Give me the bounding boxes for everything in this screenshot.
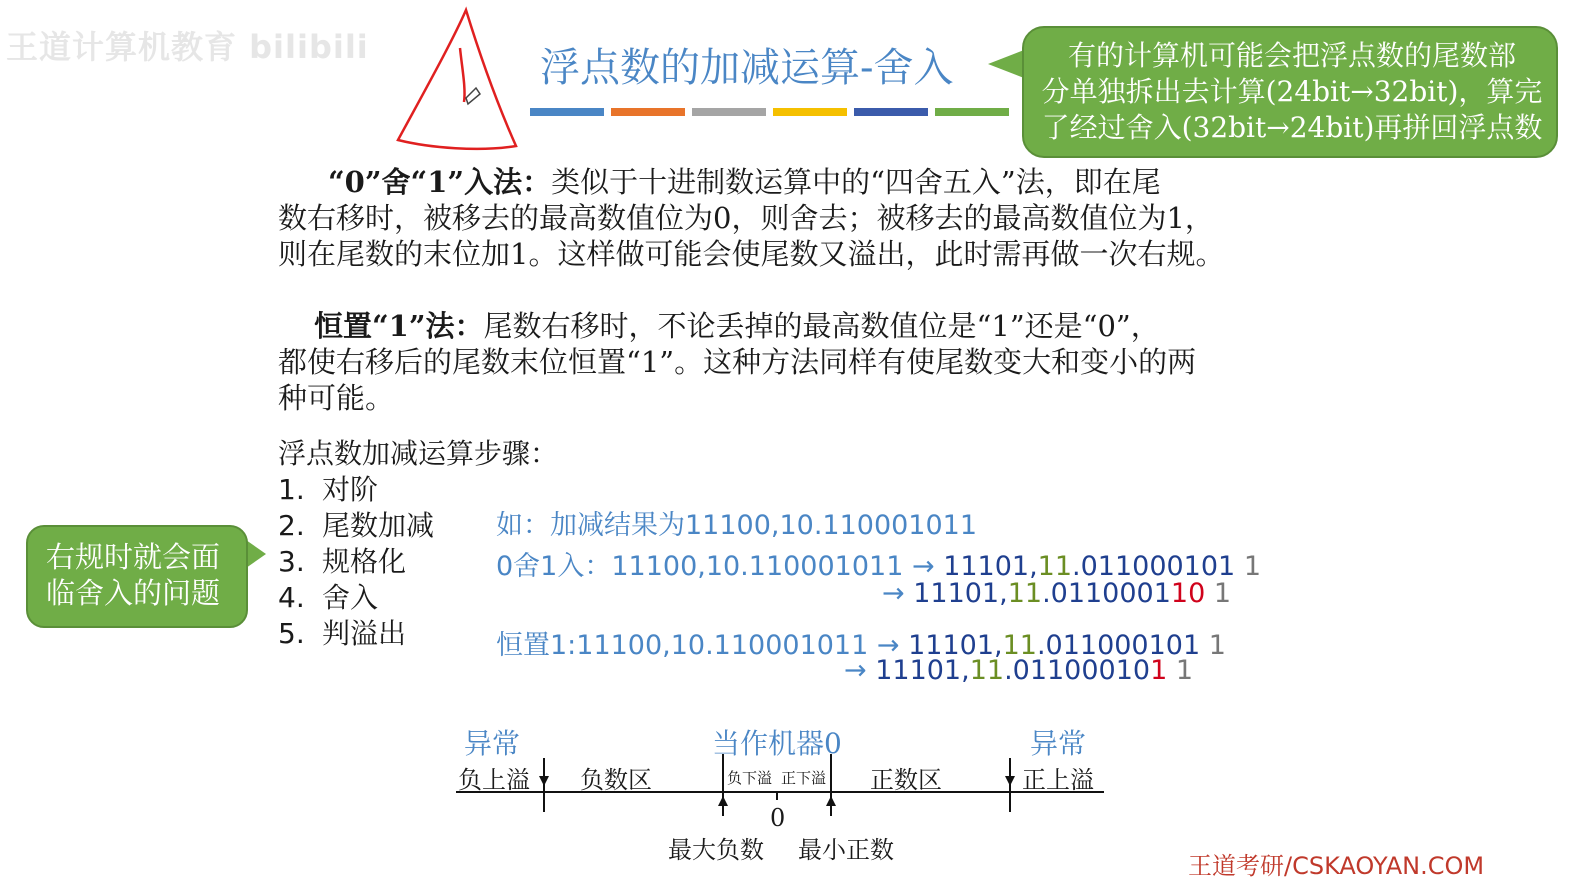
step-item	[278, 612, 406, 652]
down-arrow-icon	[1005, 776, 1015, 786]
callout-left-tail	[246, 540, 266, 568]
right-arrow-icon: →	[882, 578, 905, 609]
callout-left	[26, 525, 248, 628]
pos-overflow-label: 正上溢	[1022, 766, 1094, 794]
mantissa-value: .011000101	[1036, 630, 1201, 661]
dropped-bit: 1	[1213, 578, 1232, 609]
title-color-bar	[611, 108, 685, 116]
para1-line2: 数右移时，被移去的最高数值位为0，则舍去；被移去的最高数值位为1，	[278, 201, 1214, 235]
sign-bits: 11	[1037, 551, 1073, 582]
step-label: 舍入	[322, 581, 379, 614]
step-number: 4.	[278, 581, 305, 614]
round-0-1-row-2	[882, 578, 1231, 609]
abnormal-right-label: 异常	[1030, 727, 1087, 760]
callout-top-line2: 分单独拆出去计算(24bit→32bit)，算完	[1041, 75, 1543, 108]
para2-line3: 种可能。	[278, 381, 395, 415]
neg-overflow-label: 负上溢	[458, 766, 530, 794]
rounding-0-1-heading: “0”舍“1”入法：	[328, 165, 552, 199]
always-set-1-heading: 恒置“1”法：	[314, 309, 484, 343]
right-arrow-icon: →	[844, 655, 867, 686]
step-label: 判溢出	[322, 617, 407, 650]
neg-region-label: 负数区	[580, 766, 652, 794]
title-color-bar	[530, 108, 604, 116]
callout-top	[1022, 26, 1558, 158]
para2-line1: 尾数右移时，不论丢掉的最高数值位是“1”还是“0”，	[483, 309, 1160, 343]
para2-line2: 都使右移后的尾数末位恒置“1”。这种方法同样有使尾数变大和变小的两	[278, 345, 1197, 379]
step-item	[278, 504, 434, 544]
sign-bits: 11	[969, 655, 1005, 686]
step-item	[278, 540, 406, 580]
step-label: 尾数加减	[322, 509, 435, 542]
footer-brand: 王道考研/CSKAOYAN.COM	[1188, 852, 1485, 880]
mantissa-value: .01100010	[1004, 655, 1151, 686]
machine-zero-label: 当作机器0	[712, 727, 842, 760]
right-arrow-icon: →	[876, 630, 900, 661]
rounded-bits: 10	[1170, 578, 1206, 609]
title-color-bar	[692, 108, 766, 116]
exponent-value: 11101,	[943, 551, 1038, 582]
mantissa-value: .0110001	[1042, 578, 1171, 609]
callout-left-line1: 右规时就会面	[46, 540, 221, 574]
title-color-bar	[854, 108, 928, 116]
sign-bits: 11	[1002, 630, 1037, 661]
always-1-row-2	[844, 655, 1193, 686]
down-arrow-icon	[539, 776, 549, 786]
neg-underflow-label: 负下溢	[727, 769, 773, 787]
up-arrow-icon	[718, 796, 728, 806]
step-number: 2.	[278, 509, 305, 542]
pos-region-label: 正数区	[870, 766, 942, 794]
callout-top-tail	[988, 50, 1024, 78]
step-label: 对阶	[322, 473, 379, 506]
callout-top-line3: 了经过舍入(32bit→24bit)再拼回浮点数	[1041, 111, 1543, 144]
abnormal-left-label: 异常	[464, 727, 521, 760]
page-title: 浮点数的加减运算-舍入	[540, 45, 954, 91]
dropped-bit: 1	[1175, 655, 1194, 686]
round-0-1-label: 0舍1入：11100,10.110001011	[496, 551, 904, 582]
step-number: 3.	[278, 545, 305, 578]
up-arrow-icon	[826, 796, 836, 806]
rounding-0-1-paragraph	[278, 164, 1278, 272]
title-color-bar	[773, 108, 847, 116]
hand-drawn-warning-triangle	[390, 2, 530, 152]
para1-line1: 类似于十进制数运算中的“四舍五入”法，即在尾	[551, 165, 1161, 199]
callout-left-line2: 临舍入的问题	[46, 576, 221, 610]
always-set-1-paragraph	[278, 308, 1278, 416]
sign-bits: 11	[1007, 578, 1043, 609]
example-intro: 如：加减结果为11100,10.110001011	[496, 510, 978, 541]
pos-underflow-label: 正下溢	[781, 769, 827, 787]
para1-line3: 则在尾数的末位加1。这样做可能会使尾数又溢出，此时需再做一次右规。	[278, 237, 1225, 271]
dropped-bit: 1	[1208, 630, 1226, 661]
step-item	[278, 468, 378, 508]
step-number: 5.	[278, 617, 305, 650]
always-1-label: 恒置1:11100,10.110001011	[496, 630, 869, 661]
step-label: 规格化	[322, 545, 407, 578]
title-color-bar	[935, 108, 1009, 116]
callout-top-line1: 有的计算机可能会把浮点数的尾数部	[1067, 39, 1516, 72]
right-arrow-icon: →	[911, 551, 935, 582]
step-number: 1.	[278, 473, 305, 506]
zero-label: 0	[770, 804, 786, 832]
exponent-value: 11101,	[875, 655, 970, 686]
exponent-value: 11101,	[908, 630, 1003, 661]
step-item	[278, 576, 378, 616]
watermark: 王道计算机教育 bilibili	[6, 28, 369, 66]
exponent-value: 11101,	[913, 578, 1008, 609]
min-positive-label: 最小正数	[798, 836, 894, 864]
steps-title: 浮点数加减运算步骤：	[278, 437, 559, 470]
mantissa-value: .011000101	[1072, 551, 1236, 582]
set-bit: 1	[1150, 655, 1168, 686]
max-negative-label: 最大负数	[668, 836, 764, 864]
dropped-bit: 1	[1243, 551, 1261, 582]
